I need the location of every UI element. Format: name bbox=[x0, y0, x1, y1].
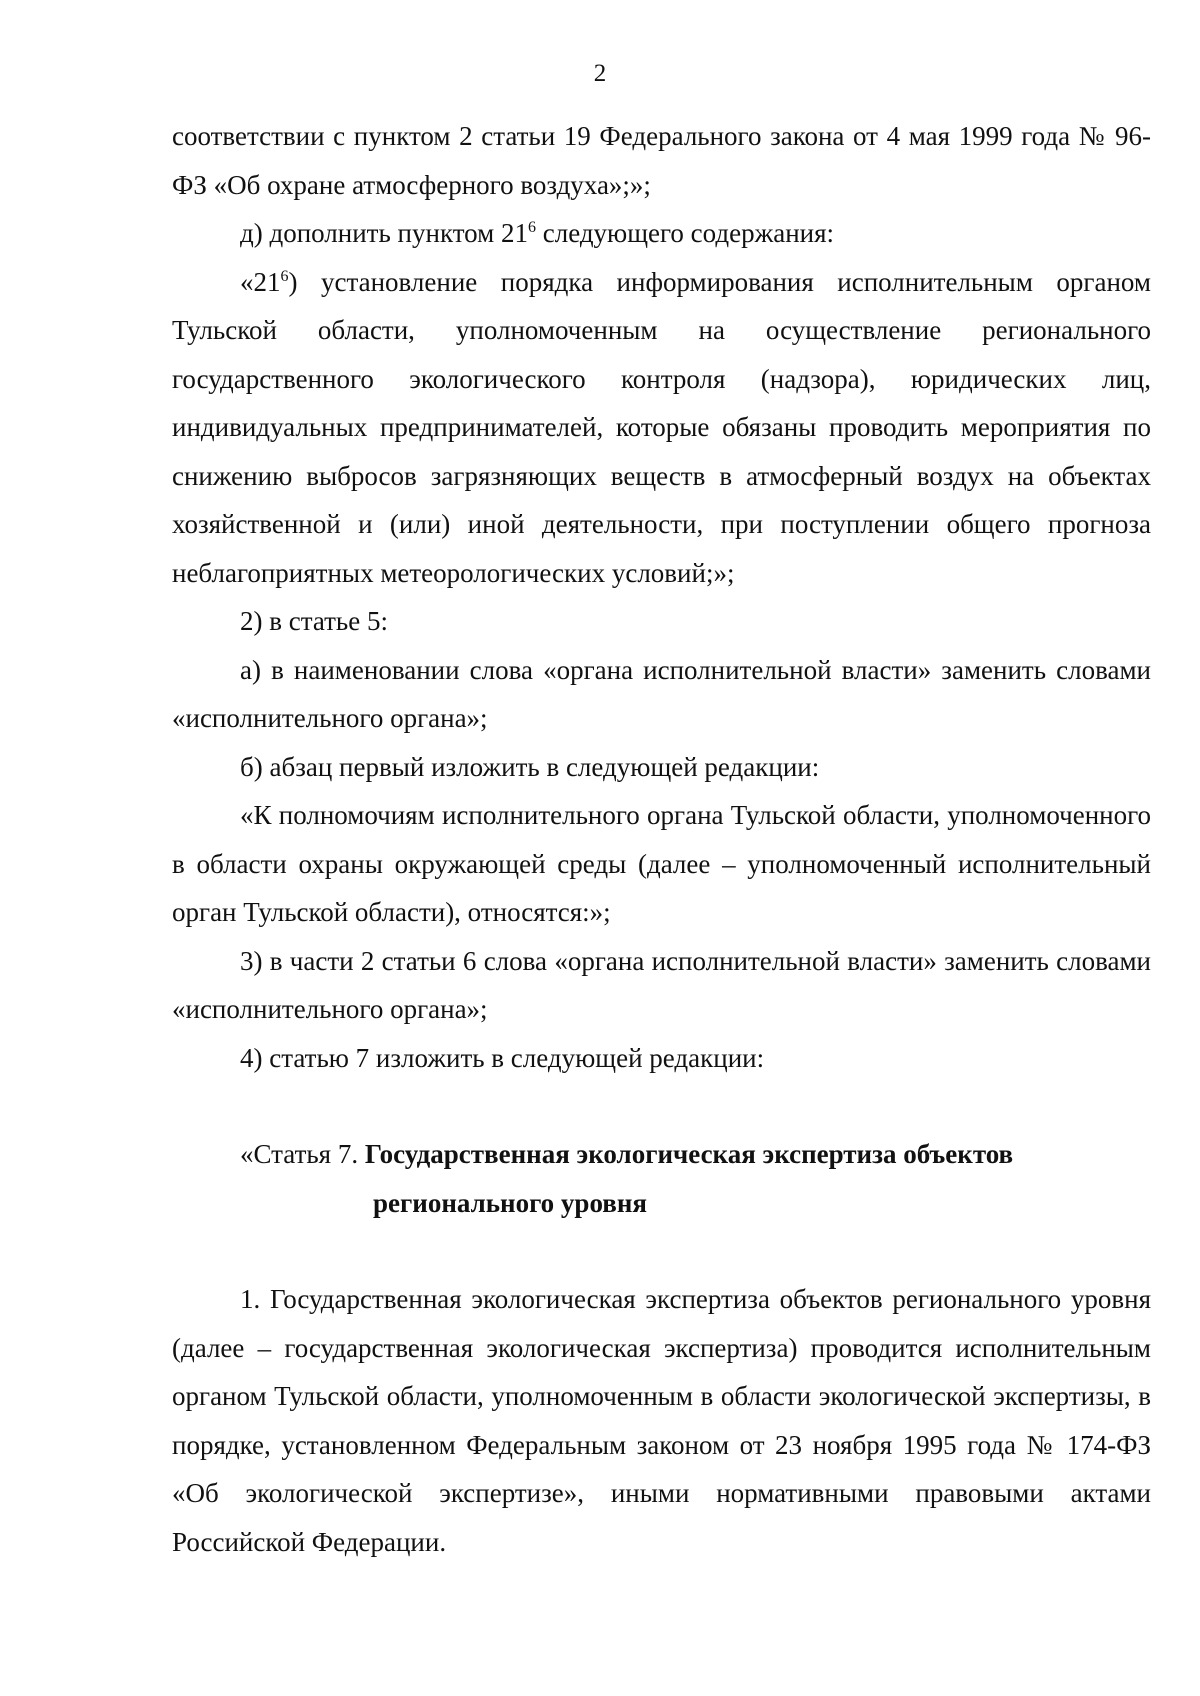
paragraph-item-2: 2) в статье 5: bbox=[240, 606, 388, 636]
paragraph-item-d-superscript: 6 bbox=[527, 219, 536, 236]
paragraph-point-21-6 bbox=[172, 258, 1151, 598]
spacer bbox=[172, 1227, 1151, 1275]
page-number: 2 bbox=[593, 60, 607, 87]
paragraph-powers-quote: «К полномочиям исполнительного органа Тульской области, уполномоченного в области охраны окружающей среды (далее – уполномоченный исполнительный орган Тульской области), относятся:»; bbox=[172, 800, 1151, 927]
document-body bbox=[172, 112, 1151, 1566]
paragraph-item-b: б) абзац первый изложить в следующей редакции: bbox=[240, 751, 820, 782]
article-heading-title-line2: регионального уровня bbox=[373, 1187, 648, 1218]
article-heading-title-line1: Государственная экологическая экспертиза объектов bbox=[364, 1139, 1014, 1169]
paragraph-item-4: 4) статью 7 изложить в следующей редакции: bbox=[240, 1042, 765, 1073]
article-heading-prefix: «Статья 7. bbox=[240, 1139, 365, 1169]
paragraph-point-21-6-superscript: 6 bbox=[280, 267, 289, 285]
paragraph-item-d-after: следующего содержания: bbox=[535, 218, 835, 248]
paragraph-item-d-before: д) дополнить пунктом 21 bbox=[240, 218, 528, 248]
paragraph-point-21-6-before: «21 bbox=[240, 266, 281, 297]
spacer bbox=[172, 1082, 1151, 1130]
paragraph-continuation: соответствии с пунктом 2 статьи 19 Федерального закона от 4 мая 1999 года № 96-ФЗ «Об охране атмосферного воздуха»;»; bbox=[172, 121, 1151, 200]
article-paragraph-1: 1. Государственная экологическая экспертиза объектов регионального уровня (далее – государственная экологическая экспертиза) проводится исполнительным органом Тульской области, уполномоченным в области экологической экспертизы, в порядке, установленном Федеральным законом от 23 ноября 1995 года № 174-ФЗ «Об экологической экспертизе», иными нормативными правовыми актами Российской Федерации. bbox=[172, 1284, 1151, 1557]
paragraph-point-21-6-after: ) установление порядка информирования исполнительным органом Тульской области, уполномоченным на осуществление регионального государственного экологического контроля (надзора), юридических лиц, индивидуальных предпринимателей, которые обязаны проводить мероприятия по снижению выбросов загрязняющих веществ в атмосферный воздух на объектах хозяйственной и (или) иной деятельности, при поступлении общего прогноза неблагоприятных метеорологических условий;»; bbox=[172, 266, 1151, 588]
article-heading bbox=[172, 1130, 1151, 1227]
paragraph-item-3: 3) в части 2 статьи 6 слова «органа исполнительной власти» заменить словами «исполнительного органа»; bbox=[172, 945, 1151, 1024]
paragraph-item-d bbox=[172, 209, 1151, 258]
paragraph-item-a: а) в наименовании слова «органа исполнительной власти» заменить словами «исполнительного органа»; bbox=[172, 654, 1151, 733]
